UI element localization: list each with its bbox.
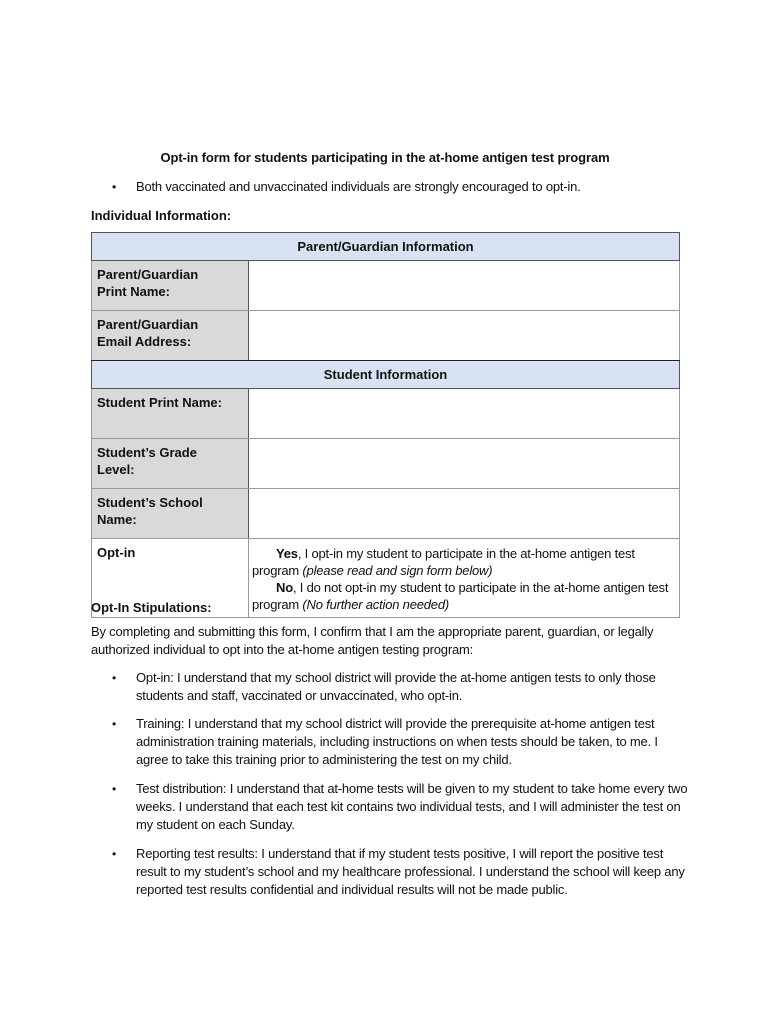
label-line: Name: <box>97 512 137 527</box>
student-grade-field[interactable] <box>249 439 680 489</box>
label-line: Parent/Guardian <box>97 267 199 282</box>
no-note: (No further action needed) <box>302 597 449 612</box>
yes-label: Yes <box>276 546 298 561</box>
stipulation-text: Test distribution: I understand that at-home tests will be given to my student to take home every two weeks. I understand that each test kit contains two individual tests, and I will administer the test on my student on each Sunday. <box>136 781 688 832</box>
stipulations-intro: By completing and submitting this form, I confirm that I am the appropriate parent, guardian, or legally authorized individual to opt into the at-home antigen testing program: <box>91 624 654 657</box>
label-line: Email Address: <box>97 334 192 349</box>
information-table <box>91 232 680 618</box>
bullet-icon: • <box>112 782 117 796</box>
opt-in-yes-option[interactable] <box>252 545 673 579</box>
no-label: No <box>276 580 293 595</box>
bullet-icon: • <box>112 180 117 194</box>
no-text: , I do not opt-in my student to participate in the at-home antigen test program <box>252 580 669 612</box>
stipulation-text: Training: I understand that my school district will provide the prerequisite at-home antigen test administration training materials, including instructions on when tests should be taken, to me. I agree to take this training prior to administering the test on my child. <box>136 716 658 767</box>
stipulation-item <box>112 715 692 769</box>
label-line: Student’s Grade <box>97 445 197 460</box>
stipulation-item <box>112 780 692 834</box>
student-school-label <box>92 489 249 539</box>
label-line: Print Name: <box>97 284 170 299</box>
student-print-name-field[interactable] <box>249 389 680 439</box>
stipulation-item <box>112 669 692 705</box>
stipulation-text: Reporting test results: I understand that if my student tests positive, I will report the positive test result to my student’s school and my healthcare professional. I understand the school will keep any reported test results confidential and individual results will not be made public. <box>136 846 685 897</box>
student-school-field[interactable] <box>249 489 680 539</box>
intro-bullet <box>112 179 581 194</box>
opt-in-label: Opt-in <box>92 539 249 618</box>
stipulation-text: Opt-in: I understand that my school district will provide the at-home antigen tests to only those students and staff, vaccinated or unvaccinated, who opt-in. <box>136 670 656 703</box>
form-title: Opt-in form for students participating in the at-home antigen test program <box>160 150 610 165</box>
student-information-band: Student Information <box>92 361 680 389</box>
opt-in-choices <box>249 539 680 618</box>
student-grade-label <box>92 439 249 489</box>
parent-guardian-band: Parent/Guardian Information <box>92 233 680 261</box>
individual-information-heading: Individual Information: <box>91 208 232 223</box>
intro-bullet-text: Both vaccinated and unvaccinated individuals are strongly encouraged to opt-in. <box>136 179 581 194</box>
parent-print-name-label <box>92 261 249 311</box>
label-line: Level: <box>97 462 135 477</box>
label-line: Student’s School <box>97 495 203 510</box>
yes-note: (please read and sign form below) <box>302 563 493 578</box>
parent-email-field[interactable] <box>249 311 680 361</box>
parent-print-name-field[interactable] <box>249 261 680 311</box>
yes-text: , I opt-in my student to participate in the at-home antigen test program <box>252 546 635 578</box>
label-line: Student Print Name: <box>97 395 222 410</box>
student-print-name-label <box>92 389 249 439</box>
opt-in-no-option[interactable] <box>252 579 673 613</box>
stipulations-heading: Opt-In Stipulations: <box>91 600 212 615</box>
stipulation-item <box>112 845 692 899</box>
bullet-icon: • <box>112 671 117 685</box>
label-line: Parent/Guardian <box>97 317 199 332</box>
parent-email-label <box>92 311 249 361</box>
bullet-icon: • <box>112 717 117 731</box>
bullet-icon: • <box>112 847 117 861</box>
